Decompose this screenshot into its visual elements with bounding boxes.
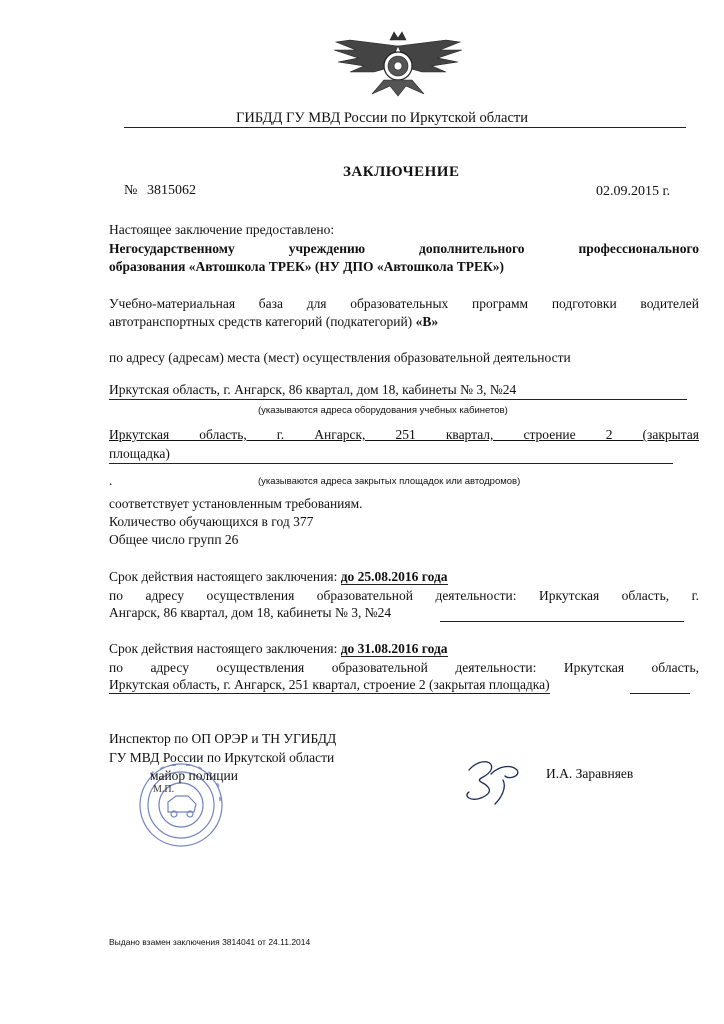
handwritten-signature [455,752,535,808]
base-category: «В» [415,314,439,329]
validity1-line3: Ангарск, 86 квартал, дом 18, кабинеты № 3, №24 [109,605,392,620]
validity1-underline [440,621,684,622]
validity1-line1 [109,569,448,585]
number-label: № [124,183,138,198]
students-count: Количество обучающихся в год 377 [109,514,314,529]
signer-position: Инспектор по ОП ОРЭР и ТН УГИБДД [109,731,337,746]
address1-underline [109,399,687,400]
address1: Иркутская область, г. Ангарск, 86 квартал, дом 18, кабинеты № 3, №24 [109,382,517,397]
validity2-line2: по адресу осуществления образовательной деятельности: Иркутская область, [109,660,699,675]
base-line2-text: автотранспортных средств категорий (подкатегорий) [109,314,413,329]
validity1-line2: по адресу осуществления образовательной деятельности: Иркутская область, г. [109,588,699,603]
address2-underline [109,463,673,464]
validity2-label: Срок действия настоящего заключения: [109,641,338,656]
signer-rank: майор полиции [150,768,238,783]
recipient-line2: образования «Автошкола ТРЕК» (НУ ДПО «Автошкола ТРЕК») [109,259,505,274]
document-title: ЗАКЛЮЧЕНИЕ [343,164,460,180]
stamp-place-label: М.П. [153,784,175,795]
address2-line1: Иркутская область, г. Ангарск, 251 квартал, строение 2 (закрытая [109,427,699,442]
address2-line2: площадка) [109,446,170,461]
address-intro: по адресу (адресам) места (мест) осуществления образовательной деятельности [109,350,571,365]
address2-note: (указываются адреса закрытых площадок или автодромов) [258,476,521,487]
groups-count: Общее число групп 26 [109,532,239,547]
base-line2 [109,314,438,330]
signer-name: И.А. Заравняев [546,766,634,781]
complies-text: соответствует установленным требованиям. [109,496,363,511]
validity2-line3: Иркутская область, г. Ангарск, 251 квартал, строение 2 (закрытая площадка) [109,677,550,692]
validity1-label: Срок действия настоящего заключения: [109,569,338,584]
intro-text: Настоящее заключение предоставлено: [109,222,335,237]
recipient-line1: Негосударственному учреждению дополнительного профессионального [109,241,699,256]
dot-mark: . [109,473,113,488]
header-underline [124,127,686,128]
footer-note: Выдано взамен заключения 3814041 от 24.11.2014 [109,937,311,947]
signer-department: ГУ МВД России по Иркутской области [109,750,335,765]
validity1-until: до 25.08.2016 года [340,569,448,584]
authority-header: ГИБДД ГУ МВД России по Иркутской области [236,110,528,126]
document-date: 02.09.2015 г. [596,184,671,199]
validity2-underline [630,693,690,694]
document-number: 3815062 [147,183,196,198]
mvd-emblem [328,28,468,100]
validity2-line1 [109,641,448,657]
address1-note: (указываются адреса оборудования учебных кабинетов) [258,405,508,416]
base-line1: Учебно-материальная база для образовательных программ подготовки водителей [109,296,699,311]
validity2-until: до 31.08.2016 года [340,641,448,656]
